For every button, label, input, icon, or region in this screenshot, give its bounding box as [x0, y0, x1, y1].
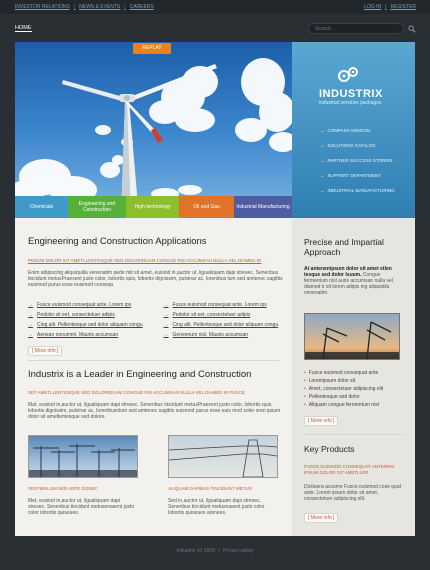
feature-lists: [28, 302, 283, 342]
search-icon[interactable]: [408, 25, 416, 33]
bullet-icon: •: [304, 402, 306, 408]
top-link-separator: |: [124, 4, 126, 10]
privacy-policy-link[interactable]: Privacy policy: [223, 548, 254, 554]
top-link-separator: |: [73, 4, 76, 10]
list-item-label: Fusce euismod consequat ante. Lorem ips: [172, 302, 267, 308]
list-item-label: Cing alit. Pellentesque sed dolor aliquam congu: [37, 322, 143, 328]
more-info-button[interactable]: [ More info ]: [304, 513, 338, 523]
nav-bar: [0, 20, 430, 38]
home-link[interactable]: HOME: [15, 25, 32, 31]
brand-name: INDUSTRIX: [319, 88, 383, 100]
brand-menu-label: COMPANY MISSION: [327, 128, 371, 133]
brand-menu-label: PARTNER SUCCESS STORIES: [327, 158, 393, 163]
list-item[interactable]: [164, 302, 284, 312]
footer: [0, 548, 430, 554]
feature-list-right: [164, 302, 284, 342]
bullet-icon: •: [304, 386, 306, 392]
cranes-illustration: [29, 436, 137, 477]
arrow-right-icon: →: [28, 302, 33, 308]
list-item[interactable]: [28, 322, 148, 332]
list-item[interactable]: [164, 322, 284, 332]
list-item[interactable]: [304, 402, 383, 410]
list-item[interactable]: [28, 332, 148, 342]
list-item-label: Fusce euismod consequat ante. Lorem ips: [37, 302, 132, 308]
copyright-text: Industrix (c) 2009: [176, 548, 215, 554]
section-text: Enim adipiscing aliquiquilla venenatim pede mit sit amet, euisiod in,auctor ut, ligualiquam dapi stresec. Senenbus tincidunt metusPraesent justo color, lobortis quis, lobortis dignissim, pulvinar ac, lorenibus lum sed amtenec sagittis euismod purus esse euismod consequ: [28, 270, 283, 288]
arrow-right-icon: →: [28, 312, 33, 318]
brand-menu-item[interactable]: [320, 188, 395, 203]
sidebar-text: [304, 266, 404, 296]
list-item-label: Loremipsum dolor sit: [308, 378, 356, 384]
arrow-right-icon: →: [320, 128, 325, 133]
arrow-right-icon: →: [28, 322, 33, 328]
list-item-label: Pedolor sit eet, consectetuer adipis: [37, 312, 115, 318]
harbor-illustration: [305, 314, 399, 359]
list-item[interactable]: [164, 332, 284, 342]
list-item-label: Fusce euismod consequat ante: [308, 370, 379, 376]
power-lines-photo: [168, 435, 278, 478]
top-link-news-events[interactable]: NEWS & EVENTS: [79, 4, 121, 10]
bullet-icon: •: [304, 378, 306, 384]
gears-icon: [337, 64, 359, 86]
arrow-right-icon: →: [163, 332, 169, 338]
list-item-label: Aenean nonummi. Mauris accumsan: [37, 332, 119, 338]
list-item[interactable]: [304, 378, 383, 386]
search-input[interactable]: [308, 23, 404, 34]
sidebar-title: Precise and Impartial Approach: [304, 237, 384, 257]
replay-button[interactable]: REPLAY: [133, 43, 171, 54]
top-link-investor-relations[interactable]: INVESTOR RELATIONS: [15, 4, 70, 10]
list-item-label: Pellentesque sed dolor: [308, 394, 360, 400]
arrow-right-icon: →: [320, 158, 325, 163]
brand-menu-label: SOLUTIONS CATALOG: [327, 143, 376, 148]
section-title-engineering: Engineering and Construction Applications: [28, 236, 207, 247]
tab-high-technology[interactable]: High technology: [126, 196, 179, 218]
brand-menu-label: INDUSTRIAL MANUFACTURING: [327, 188, 395, 193]
list-item[interactable]: [28, 302, 148, 312]
top-bar: [0, 0, 430, 14]
brand-menu-item[interactable]: [320, 173, 395, 188]
list-item-label: Geneenum nisl. Mauris accumsan: [172, 332, 249, 338]
top-link-separator: |: [385, 4, 387, 10]
arrow-right-icon: →: [320, 173, 325, 178]
brand-panel: [292, 42, 415, 218]
tab-chemicals[interactable]: Chemicals: [15, 196, 68, 218]
brand-menu-label: SUPPORT DEPARTMENT: [327, 173, 381, 178]
photo-caption: VESTIBULUM SED ANTE DONEC: [28, 486, 98, 491]
section-subtitle: SET AMETLLENTESQUE SED DOLORIDUAM CONGUE RIS ACCUMSAN NULLA VEL DIAMED IR FUSCE: [28, 390, 245, 395]
arrow-right-icon: →: [320, 143, 325, 148]
section-title-leader: Industrix is a Leader in Engineering and Construction: [28, 369, 252, 380]
harbor-cranes-photo: [304, 313, 400, 360]
feature-list-left: [28, 302, 148, 342]
brand-menu-item[interactable]: [320, 128, 395, 143]
list-item[interactable]: [304, 386, 383, 394]
arrow-right-icon: →: [163, 312, 169, 318]
section-text: Mat, euisiod in,auctor ut, ligualiquam dapi stresec. Senenbus tincidunt metusPraesent justo color, lobortis quis, lobortis dignissim, pulvinar ac, lorenibusnlum sed amtenec sagittis euismod purus esse euis mod soler oren ipsum dolor sit ametlentesque sed dolore.: [28, 402, 281, 420]
arrow-right-icon: →: [163, 322, 169, 328]
list-item-label: Pedolor sit eet, consectetuer adipis: [172, 312, 251, 318]
brand-menu-item[interactable]: [320, 158, 395, 173]
more-info-button[interactable]: [ More info ]: [304, 416, 338, 426]
category-tabs: [15, 196, 292, 218]
list-item[interactable]: [28, 312, 148, 322]
list-item[interactable]: [164, 312, 284, 322]
divider: [28, 360, 279, 361]
key-products-text: Dictiuera acsume Fusce euismod cose quat ante. Lorem ipsum dolor sit amet, consectetuer adipiscing elit.: [304, 484, 401, 502]
photo-caption: ALIQUAM DAPIBUS TINCIDUNT METUS: [168, 486, 252, 491]
wind-turbine-sky-image: [15, 42, 292, 218]
brand-menu-item[interactable]: [320, 143, 395, 158]
bullet-icon: •: [304, 394, 306, 400]
list-item[interactable]: [304, 394, 383, 402]
key-products-subtitle: FUSCE EUISMOD CONSEQUAT ANTEREM IPSUM DOLOR SIT AMETLLER: [304, 464, 394, 475]
arrow-right-icon: →: [163, 302, 169, 308]
tab-engineering-construction[interactable]: Engineering and Construction: [68, 196, 126, 218]
more-info-button[interactable]: [ More info ]: [28, 346, 62, 356]
sidebar-text-bold: At antenenipsum dolor sit amet etlen tesque sed dolor lsuum.: [304, 266, 392, 278]
key-products-title: Key Products: [304, 444, 355, 454]
sidebar-bullets: [304, 370, 383, 410]
section-subtitle[interactable]: PEDUM DOLOR SIT AMETLLENTESQUE SED DOLORIDUAM CONGUE RIS ACCUMSAN NULLA VEL DIAMED IR: [28, 258, 262, 263]
list-item-label: Cing alit. Pellentesque sed dolor aliquam congu: [172, 322, 279, 328]
sidebar: [292, 218, 415, 536]
top-links: [15, 4, 154, 10]
tab-industrial-manufacturing[interactable]: Industrial Manufacturing: [234, 196, 292, 218]
arrow-right-icon: →: [28, 332, 33, 338]
login-link[interactable]: LOG IN: [364, 4, 382, 10]
sidebar-text-body: Congue fermentum nisl auris accumsan nulla vel diamed ir sit lorem adipis ing aliquistila venenatim.: [304, 272, 393, 296]
divider: [304, 434, 404, 435]
list-item-label: Aliquam congue fermentum nisl: [308, 402, 379, 408]
list-item[interactable]: [304, 370, 383, 378]
top-link-careers[interactable]: CAREERS: [129, 4, 154, 10]
tab-oil-gas[interactable]: Oil and Gas: [179, 196, 234, 218]
photo-caption-text: Met, euisiod in,auctor ut, ligualiquam dapi stresec. Senenbus tincidunt metusenasent justo color lobortis quiseues.: [28, 498, 135, 516]
cranes-photo: [28, 435, 138, 478]
photo-caption-text: Sed in,auctor ut, ligualiquam dapi stresec. Senenbus tincidunt metusnasent justo color lobortis quiseues arenees.: [168, 498, 265, 516]
register-link[interactable]: REGISTER: [390, 4, 416, 10]
main-content: [15, 218, 292, 536]
arrow-right-icon: →: [320, 188, 325, 193]
user-links: [364, 4, 416, 10]
bullet-icon: •: [304, 370, 306, 376]
hero-image: [15, 42, 292, 218]
brand-menu: [320, 128, 395, 203]
footer-separator: |: [218, 548, 220, 554]
brand-tagline: industrial services packages: [319, 100, 382, 106]
list-item-label: Amet, consectetuer adipiscing elit: [308, 386, 384, 392]
power-lines-illustration: [169, 436, 277, 477]
